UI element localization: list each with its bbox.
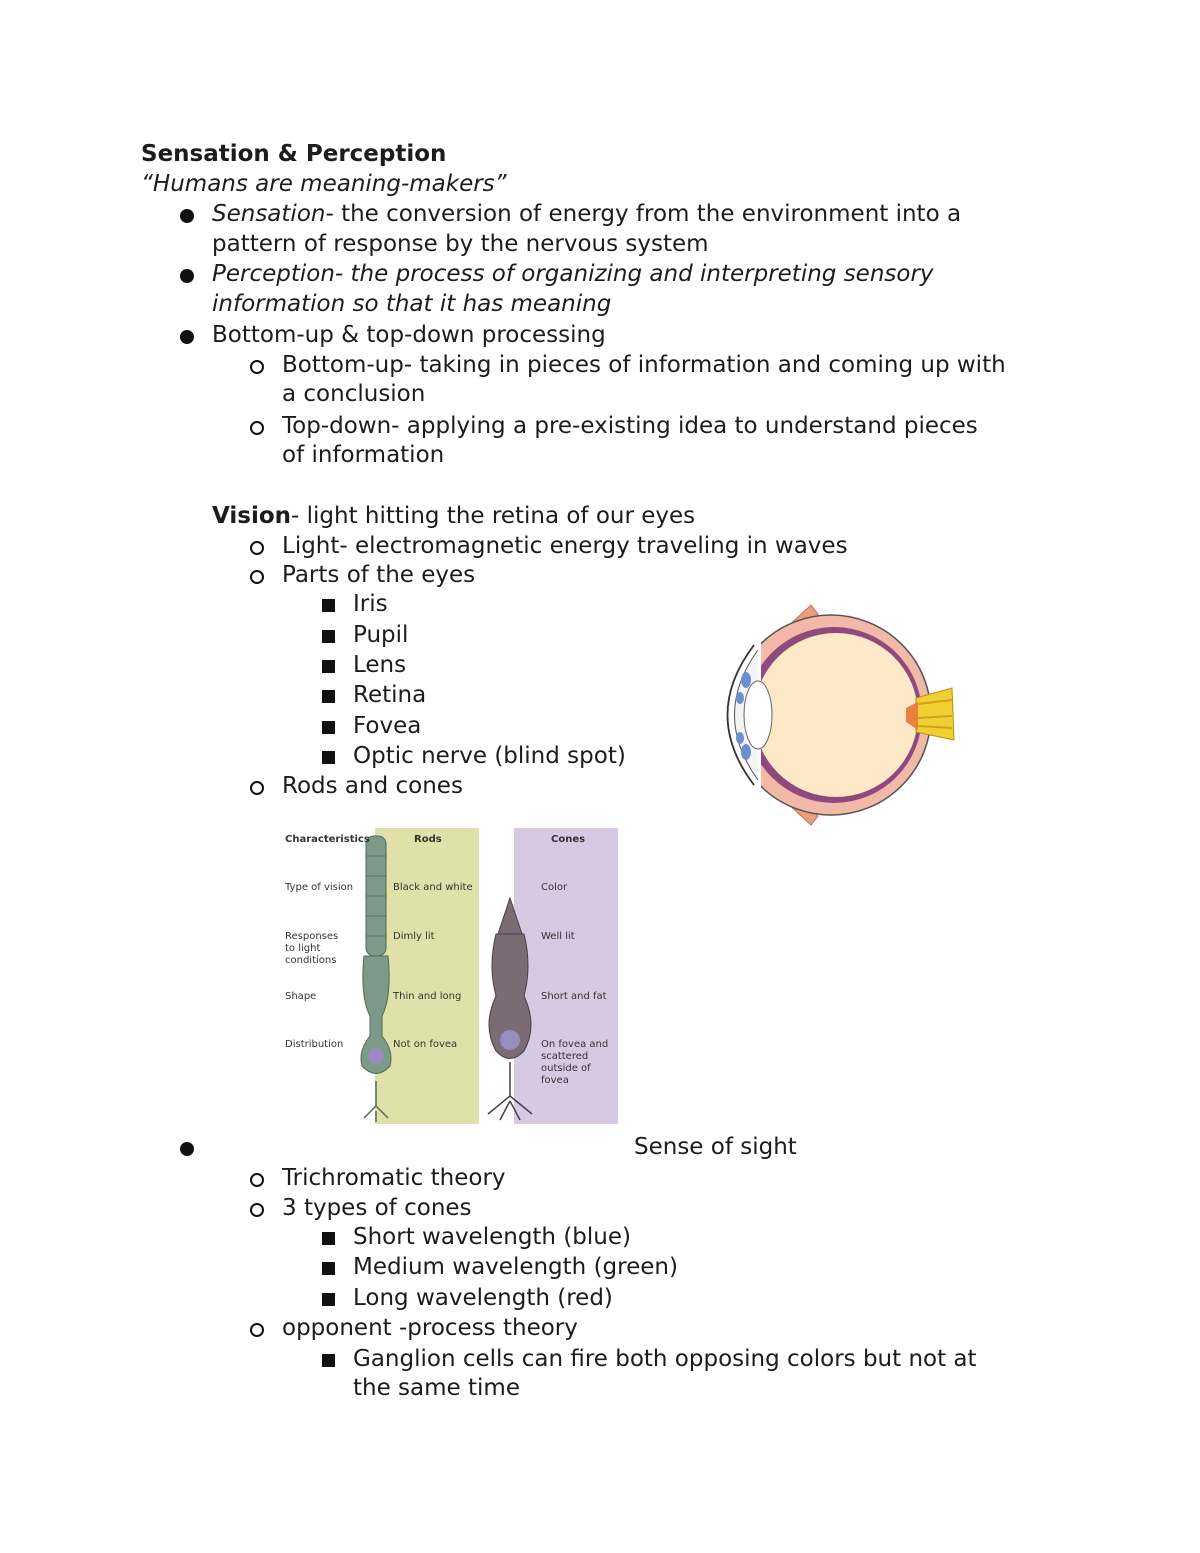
bullet-square [322,630,335,643]
page-title: Sensation & Perception [141,141,447,167]
lens [744,681,772,749]
table-row-label: Type of vision [285,882,354,893]
eye-interior [754,633,918,797]
table-cell-rods: Not on fovea [393,1039,458,1050]
table-cell-cones: Color [541,882,568,893]
bottom-up-continuation: a conclusion [282,381,426,407]
part-item: Iris [353,591,388,617]
ganglion-cells-continuation: the same time [353,1375,520,1401]
eye-diagram [706,600,956,830]
bullet-circle [250,360,264,374]
table-header-rods: Rods [414,834,442,845]
iris [741,672,751,688]
table-cell-rods: Dimly lit [393,931,435,942]
cone-type-item: Medium wavelength (green) [353,1254,678,1280]
processing-heading: Bottom-up & top-down processing [212,322,606,348]
light-definition: Light- electromagnetic energy traveling in waves [282,533,848,559]
bullet-circle [250,570,264,584]
table-cell-rods: Black and white [393,882,473,893]
sensation-term: Sensation [212,201,326,227]
bullet-circle [250,1173,264,1187]
bottom-up-definition: Bottom-up- taking in pieces of information and coming up with [282,352,1006,378]
table-row-label: Shape [285,991,317,1002]
vision-definition [212,501,695,531]
iris [736,732,744,744]
rods-column-bg [375,828,479,1124]
parts-heading: Parts of the eyes [282,562,476,588]
trichromatic-theory: Trichromatic theory [282,1165,506,1191]
bullet-dot [180,209,194,223]
bullet-dot [180,330,194,344]
table-cell-cones: Well lit [541,931,575,942]
iris [741,744,751,760]
bullet-circle [250,781,264,795]
cone-types-heading: 3 types of cones [282,1195,472,1221]
sense-of-sight-heading: Sense of sight [634,1134,797,1160]
iris [736,692,744,704]
bullet-circle [250,1323,264,1337]
table-header-characteristics: Characteristics [285,834,370,845]
sensation-text: - the conversion of energy from the environment into a [325,201,962,227]
bullet-circle [250,541,264,555]
perception-continuation: information so that it has meaning [212,291,612,317]
bullet-square [322,1293,335,1306]
vision-term: Vision [212,503,292,529]
sensation-definition [212,199,961,229]
opponent-process-theory: opponent -process theory [282,1315,578,1341]
cone-type-item: Short wavelength (blue) [353,1224,631,1250]
cone-type-item: Long wavelength (red) [353,1285,613,1311]
bullet-dot [180,269,194,283]
bullet-dot [180,1142,194,1156]
table-cell-rods: Thin and long [393,991,462,1002]
table-row-label: Responses to light conditions [285,931,339,966]
bullet-square [322,690,335,703]
part-item: Retina [353,682,427,708]
bullet-circle [250,1203,264,1217]
bullet-square [322,1262,335,1275]
part-item: Pupil [353,622,409,648]
bullet-square [322,599,335,612]
top-down-continuation: of information [282,442,445,468]
table-row-label: Distribution [285,1039,344,1050]
perception-definition: Perception- the process of organizing and interpreting sensory [212,261,934,287]
bullet-circle [250,421,264,435]
part-item: Fovea [353,713,422,739]
ganglion-cells-note: Ganglion cells can fire both opposing colors but not at [353,1346,977,1372]
top-down-definition: Top-down- applying a pre-existing idea to understand pieces [282,413,978,439]
part-item: Optic nerve (blind spot) [353,743,626,769]
table-cell-cones: On fovea and scattered outside of fovea [541,1039,609,1086]
sensation-continuation: pattern of response by the nervous system [212,231,709,257]
table-cell-cones: Short and fat [541,991,607,1002]
bullet-square [322,660,335,673]
part-item: Lens [353,652,407,678]
table-header-cones: Cones [551,834,586,845]
bullet-square [322,1354,335,1367]
rods-cones-heading: Rods and cones [282,773,463,799]
bullet-square [322,751,335,764]
quote: “Humans are meaning-makers” [141,171,507,197]
vision-text: - light hitting the retina of our eyes [291,503,696,529]
bullet-square [322,721,335,734]
bullet-square [322,1232,335,1245]
